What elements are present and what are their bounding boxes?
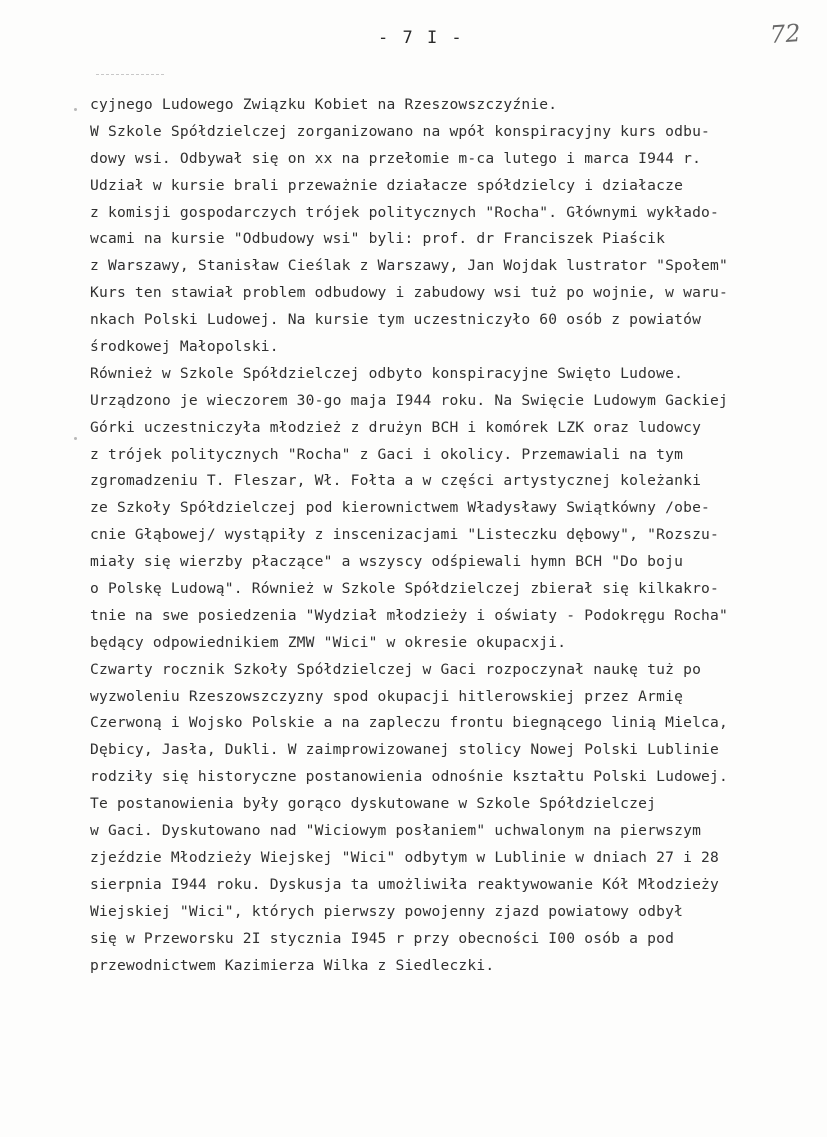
text-line: Górki uczestniczyła młodzież z drużyn BCH i komórek LZK oraz ludowcy xyxy=(90,418,702,436)
text-line: w Gaci. Dyskutowano nad "Wiciowym posłaniem" uchwalonym na pierwszym xyxy=(90,822,702,840)
text-line: z trójek politycznych "Rocha" z Gaci i okolicy. Przemawiali na tym xyxy=(90,445,684,463)
scan-dot xyxy=(74,437,77,440)
text-line: Udział w kursie brali przeważnie działacze spółdzielcy i działacze xyxy=(90,176,684,194)
text-line: środkowej Małopolski. xyxy=(90,338,279,356)
text-line: ze Szkoły Spółdzielczej pod kierownictwem Władysławy Swiątkówny /obe- xyxy=(90,499,711,517)
scan-smudge xyxy=(96,74,164,76)
text-line: Urządzono je wieczorem 30-go maja I944 roku. Na Swięcie Ludowym Gackiej xyxy=(90,391,729,409)
text-line: Te postanowienia były gorąco dyskutowane w Szkole Spółdzielczej xyxy=(90,795,657,813)
text-line: W Szkole Spółdzielczej zorganizowano na wpół konspiracyjny kurs odbu- xyxy=(90,122,711,140)
text-line: Wiejskiej "Wici", których pierwszy powojenny zjazd powiatowy odbył xyxy=(90,902,684,920)
text-line: zjeździe Młodzieży Wiejskej "Wici" odbytym w Lublinie w dniach 27 i 28 xyxy=(90,848,720,866)
text-line: rodziły się historyczne postanowienia odnośnie kształtu Polski Ludowej. xyxy=(90,768,729,786)
text-line: zgromadzeniu T. Fleszar, Wł. Fołta a w części artystycznej koleżanki xyxy=(90,472,702,490)
text-line: cnie Głąbowej/ wystąpiły z inscenizacjami "Listeczku dębowy", "Rozszu- xyxy=(90,526,720,544)
text-line: się w Przeworsku 2I stycznia I945 r przy obecności I00 osób a pod xyxy=(90,929,675,947)
text-line: sierpnia I944 roku. Dyskusja ta umożliwiła reaktywowanie Kół Młodzieży xyxy=(90,875,720,893)
text-line: Czerwoną i Wojsko Polskie a na zapleczu frontu biegnącego linią Mielca, xyxy=(90,714,729,732)
handwritten-page-number: 72 xyxy=(769,18,802,50)
text-line: dowy wsi. Odbywał się on xx na przełomie m-ca lutego i marca I944 r. xyxy=(90,149,702,167)
text-line: miały się wierzby płaczące" a wszyscy odśpiewali hymn BCH "Do boju xyxy=(90,553,684,571)
text-line: o Polskę Ludową". Również w Szkole Spółdzielczej zbierał się kilkakro- xyxy=(90,580,720,598)
text-line: będący odpowiednikiem ZMW "Wici" w okresie okupacxji. xyxy=(90,633,567,651)
text-line: Czwarty rocznik Szkoły Spółdzielczej w Gaci rozpoczynał naukę tuż po xyxy=(90,660,702,678)
text-line: przewodnictwem Kazimierza Wilka z Siedleczki. xyxy=(90,956,495,974)
text-line: cyjnego Ludowego Związku Kobiet na Rzeszowszczyźnie. xyxy=(90,96,558,113)
scan-dot xyxy=(74,108,77,111)
text-line: nkach Polski Ludowej. Na kursie tym uczestniczyło 60 osób z powiatów xyxy=(90,311,702,329)
text-line: Dębicy, Jasła, Dukli. W zaimprowizowanej stolicy Nowej Polski Lublinie xyxy=(90,741,720,759)
text-line: Kurs ten stawiał problem odbudowy i zabudowy wsi tuż po wojnie, w waru- xyxy=(90,284,729,302)
text-line: wyzwoleniu Rzeszowszczyzny spod okupacji hitlerowskiej przez Armię xyxy=(90,687,684,705)
document-body-text xyxy=(90,92,827,979)
text-line: wcami na kursie "Odbudowy wsi" byli: prof. dr Franciszek Piaścik xyxy=(90,230,666,248)
page-number: - 7 I - xyxy=(378,28,464,48)
text-line: tnie na swe posiedzenia "Wydział młodzieży i oświaty - Podokręgu Rocha" xyxy=(90,606,729,624)
text-line: z komisji gospodarczych trójek politycznych "Rocha". Głównymi wykłado- xyxy=(90,203,720,221)
text-line: z Warszawy, Stanisław Cieślak z Warszawy, Jan Wojdak lustrator "Społem" xyxy=(90,257,729,275)
text-line: Również w Szkole Spółdzielczej odbyto konspiracyjne Swięto Ludowe. xyxy=(90,364,684,382)
